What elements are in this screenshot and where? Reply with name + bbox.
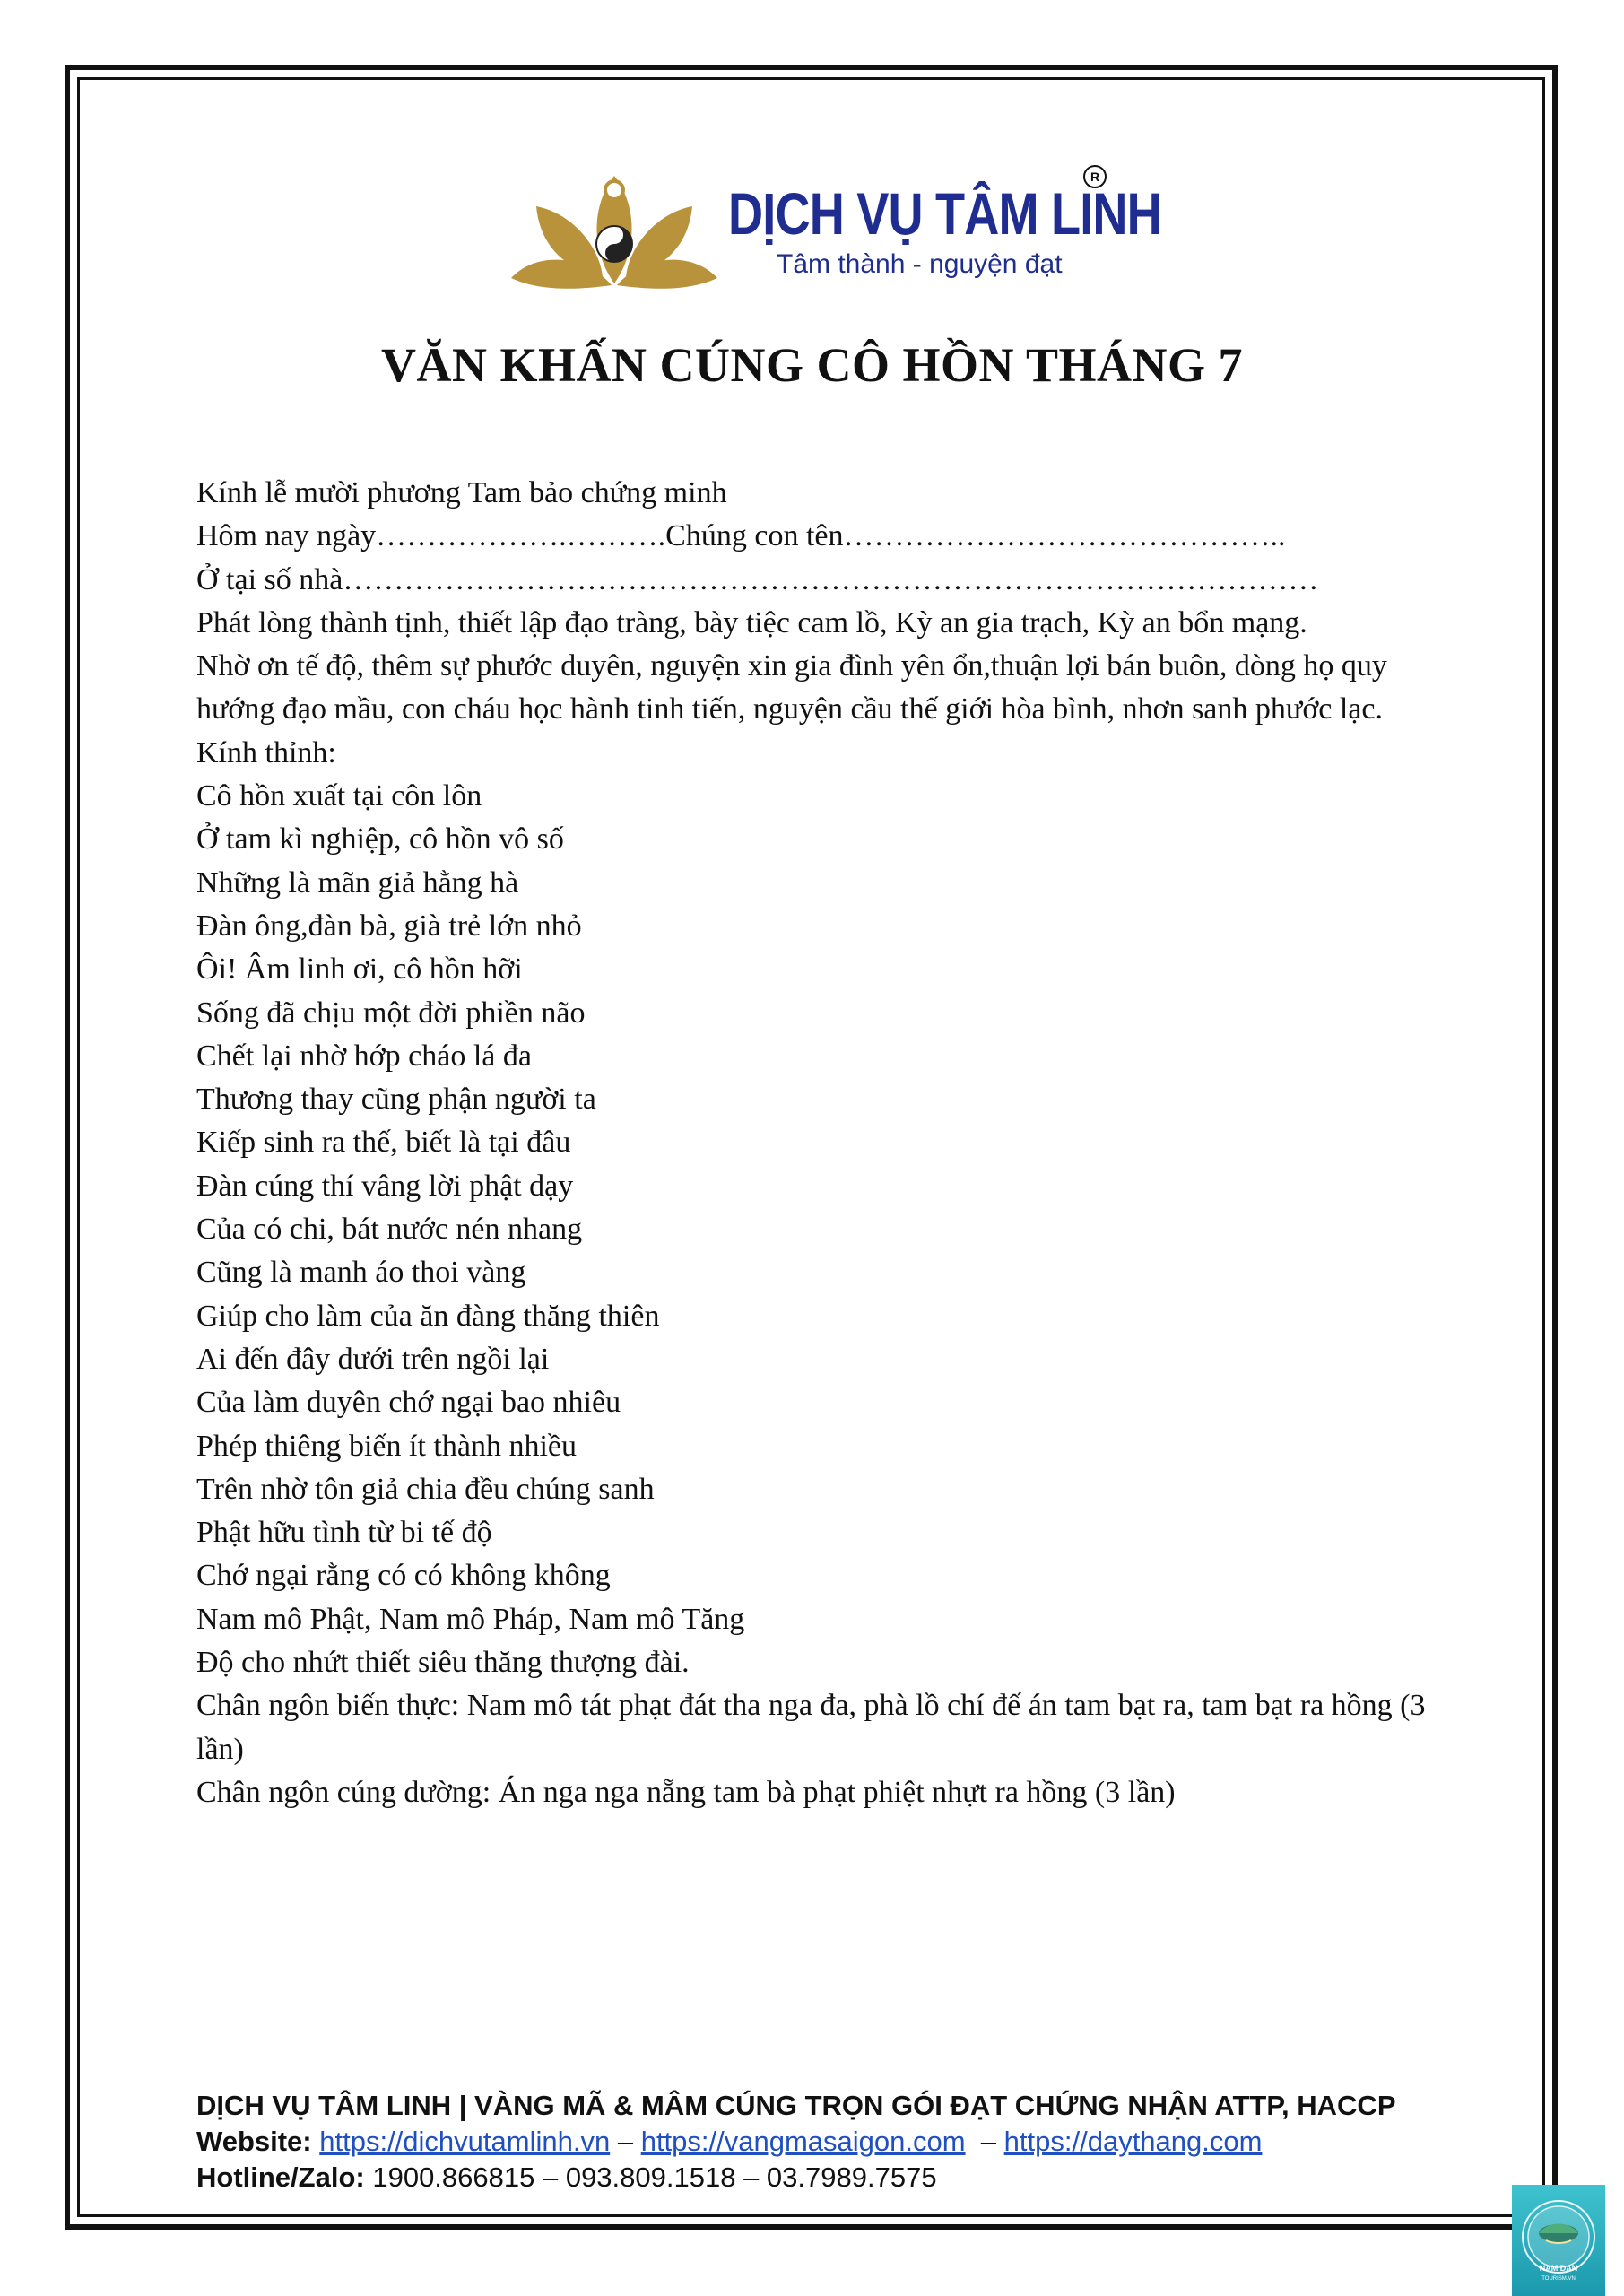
link-separator: – <box>980 2126 997 2157</box>
prayer-line: Chớ ngại rằng có có không không <box>196 1559 611 1593</box>
prayer-line: Đàn ông,đàn bà, già trẻ lớn nhỏ <box>196 909 582 943</box>
prayer-line: Nhờ ơn tế độ, thêm sự phước duyên, nguyện xin gia đình yên ổn,thuận lợi bán buôn, dòng họ quy hướng đạo mầu, con cháu học hành tinh tiến, nguyện cầu thế giới hòa bình, nhơn sanh phước lạc. <box>196 649 1387 726</box>
prayer-line: Độ cho nhứt thiết siêu thăng thượng đài. <box>196 1646 690 1680</box>
prayer-line: Ở tam kì nghiệp, cô hồn vô số <box>196 822 564 857</box>
prayer-line: Kính thỉnh: <box>196 735 336 770</box>
link-vangmasaigon[interactable]: https://vangmasaigon.com <box>640 2126 966 2157</box>
prayer-line: Chết lại nhờ hớp cháo lá đa <box>196 1039 532 1073</box>
prayer-line: Cô hồn xuất tại côn lôn <box>196 779 482 813</box>
website-label: Website: <box>196 2126 312 2157</box>
registered-mark: R <box>1083 165 1107 188</box>
prayer-line: Sống đã chịu một đời phiền não <box>196 996 586 1030</box>
prayer-line: Phát lòng thành tịnh, thiết lập đạo tràng, bày tiệc cam lồ, Kỳ an gia trạch, Kỳ an bổn mạng. <box>196 605 1307 639</box>
prayer-line: Kính lễ mười phương Tam bảo chứng minh <box>196 476 727 509</box>
prayer-line: Của làm duyên chớ ngại bao nhiêu <box>196 1386 621 1420</box>
logo-tagline: Tâm thành - nguyện đạt <box>777 249 1063 279</box>
brand-logo <box>502 160 1161 303</box>
prayer-line: Hôm nay ngày……………….……….Chúng con tên…………………………………….. <box>196 519 1286 553</box>
link-dichvutamlinh[interactable]: https://dichvutamlinh.vn <box>319 2126 611 2157</box>
logo-brand-name: DỊCH VỤ TÂM LINH <box>728 180 1161 247</box>
prayer-line: Những là mãn giả hằng hà <box>196 865 519 900</box>
link-separator: – <box>617 2126 634 2157</box>
page-footer <box>196 2088 1396 2196</box>
prayer-line: Đàn cúng thí vâng lời phật dạy <box>196 1169 574 1203</box>
footer-tagline: DỊCH VỤ TÂM LINH | VÀNG MÃ & MÂM CÚNG TRỌN GÓI ĐẠT CHỨNG NHẬN ATTP, HACCP <box>196 2090 1396 2121</box>
badge-text: NAM DAN <box>1539 2264 1578 2273</box>
page-title: VĂN KHẤN CÚNG CÔ HỒN THÁNG 7 <box>380 338 1244 392</box>
prayer-line: Ở tại số nhà…………………………………………………………………………………… <box>196 562 1319 596</box>
footer-hotline-row <box>196 2160 1396 2196</box>
prayer-line: Chân ngôn cúng dường: Án nga nga nẵng tam bà phạt phiệt nhựt ra hồng (3 lần) <box>196 1775 1176 1809</box>
footer-website-row <box>196 2124 1396 2160</box>
prayer-line: Phật hữu tình từ bi tế độ <box>196 1516 492 1550</box>
prayer-line: Nam mô Phật, Nam mô Pháp, Nam mô Tăng <box>196 1602 745 1636</box>
hotline-value: 1900.866815 – 093.809.1518 – 03.7989.7575 <box>372 2161 937 2193</box>
prayer-line: Cũng là manh áo thoi vàng <box>196 1256 526 1290</box>
prayer-line: Thương thay cũng phận người ta <box>196 1083 596 1117</box>
hotline-label: Hotline/Zalo: <box>196 2161 365 2193</box>
prayer-line: Trên nhờ tôn giả chia đều chúng sanh <box>196 1472 655 1506</box>
prayer-text <box>196 472 1434 1814</box>
prayer-line: Phép thiêng biến ít thành nhiều <box>196 1429 577 1463</box>
prayer-line: Kiếp sinh ra thế, biết là tại đâu <box>196 1126 571 1160</box>
badge-subtext: TOURISM.VN <box>1541 2276 1576 2282</box>
prayer-line: Giúp cho làm của ăn đàng thăng thiên <box>196 1299 660 1333</box>
prayer-line: Ôi! Âm linh ơi, cô hồn hỡi <box>196 952 523 987</box>
link-daythang[interactable]: https://daythang.com <box>1003 2126 1263 2157</box>
prayer-line: Của có chi, bát nước nén nhang <box>196 1213 583 1247</box>
prayer-line: Chân ngôn biến thực: Nam mô tát phạt đát tha nga đa, phà lồ chí đế án tam bạt ra, tam bạt ra hồng (3 lần) <box>196 1689 1426 1766</box>
prayer-line: Ai đến đây dưới trên ngồi lại <box>196 1342 550 1376</box>
nam-dan-tourism-badge-icon <box>1512 2185 1605 2296</box>
lotus-yin-yang-icon <box>502 160 726 303</box>
